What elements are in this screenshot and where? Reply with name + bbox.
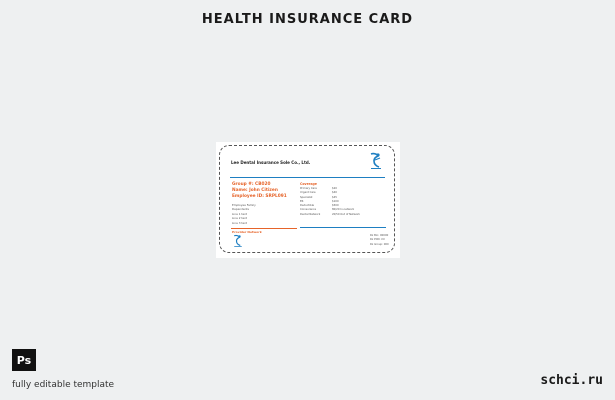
- divider-top: [230, 177, 385, 178]
- rx-line: Rx Bin: 00000: [370, 234, 389, 237]
- coverage-title: Coverage: [300, 182, 317, 186]
- member-name: Name: John Citizen: [232, 188, 278, 193]
- page-title: HEALTH INSURANCE CARD: [201, 12, 414, 27]
- divider-left: [231, 228, 297, 229]
- coverage-row: Coinsurance 80/20 In-network: [300, 208, 355, 212]
- insurance-card: [216, 142, 400, 258]
- provider-network-label: Provider Network: [232, 230, 262, 234]
- logo-icon: [368, 152, 384, 170]
- rx-line: Rx PCN: XX: [370, 238, 385, 242]
- coverage-row: Primary Care $20: [300, 187, 337, 190]
- divider-right: [300, 227, 386, 228]
- detail-line: Line 1 text: [232, 211, 247, 216]
- coverage-table: [300, 187, 360, 217]
- logo-icon: [232, 234, 244, 248]
- coverage-row: Deductible $500: [300, 204, 339, 208]
- detail-line: Dependents: [232, 207, 249, 212]
- card-border: [219, 145, 395, 253]
- detail-line: Employee Family: [232, 203, 256, 207]
- coverage-row: Urgent Care $40: [300, 191, 337, 195]
- company-name: Lee Dental Insurance Sole Co., Ltd.: [231, 160, 311, 165]
- coverage-row: ER $100: [300, 199, 339, 203]
- detail-line: Line 3 text: [232, 220, 247, 225]
- detail-line: Line 2 text: [232, 216, 247, 221]
- rx-info: [370, 234, 389, 247]
- member-details: [232, 203, 256, 225]
- group-number: Group #: CB020: [232, 182, 271, 187]
- template-caption: fully editable template: [12, 380, 115, 390]
- employee-id: Employee ID: SRPL091: [232, 194, 287, 199]
- coverage-row: Specialist $45: [300, 195, 337, 199]
- coverage-row: Dental Network 20/50 Out of Network: [300, 212, 360, 216]
- photoshop-badge: Ps: [12, 349, 36, 371]
- member-info: [232, 182, 287, 200]
- rx-line: Rx Group: 000: [370, 242, 389, 246]
- site-watermark[interactable]: schci.ru: [540, 373, 603, 388]
